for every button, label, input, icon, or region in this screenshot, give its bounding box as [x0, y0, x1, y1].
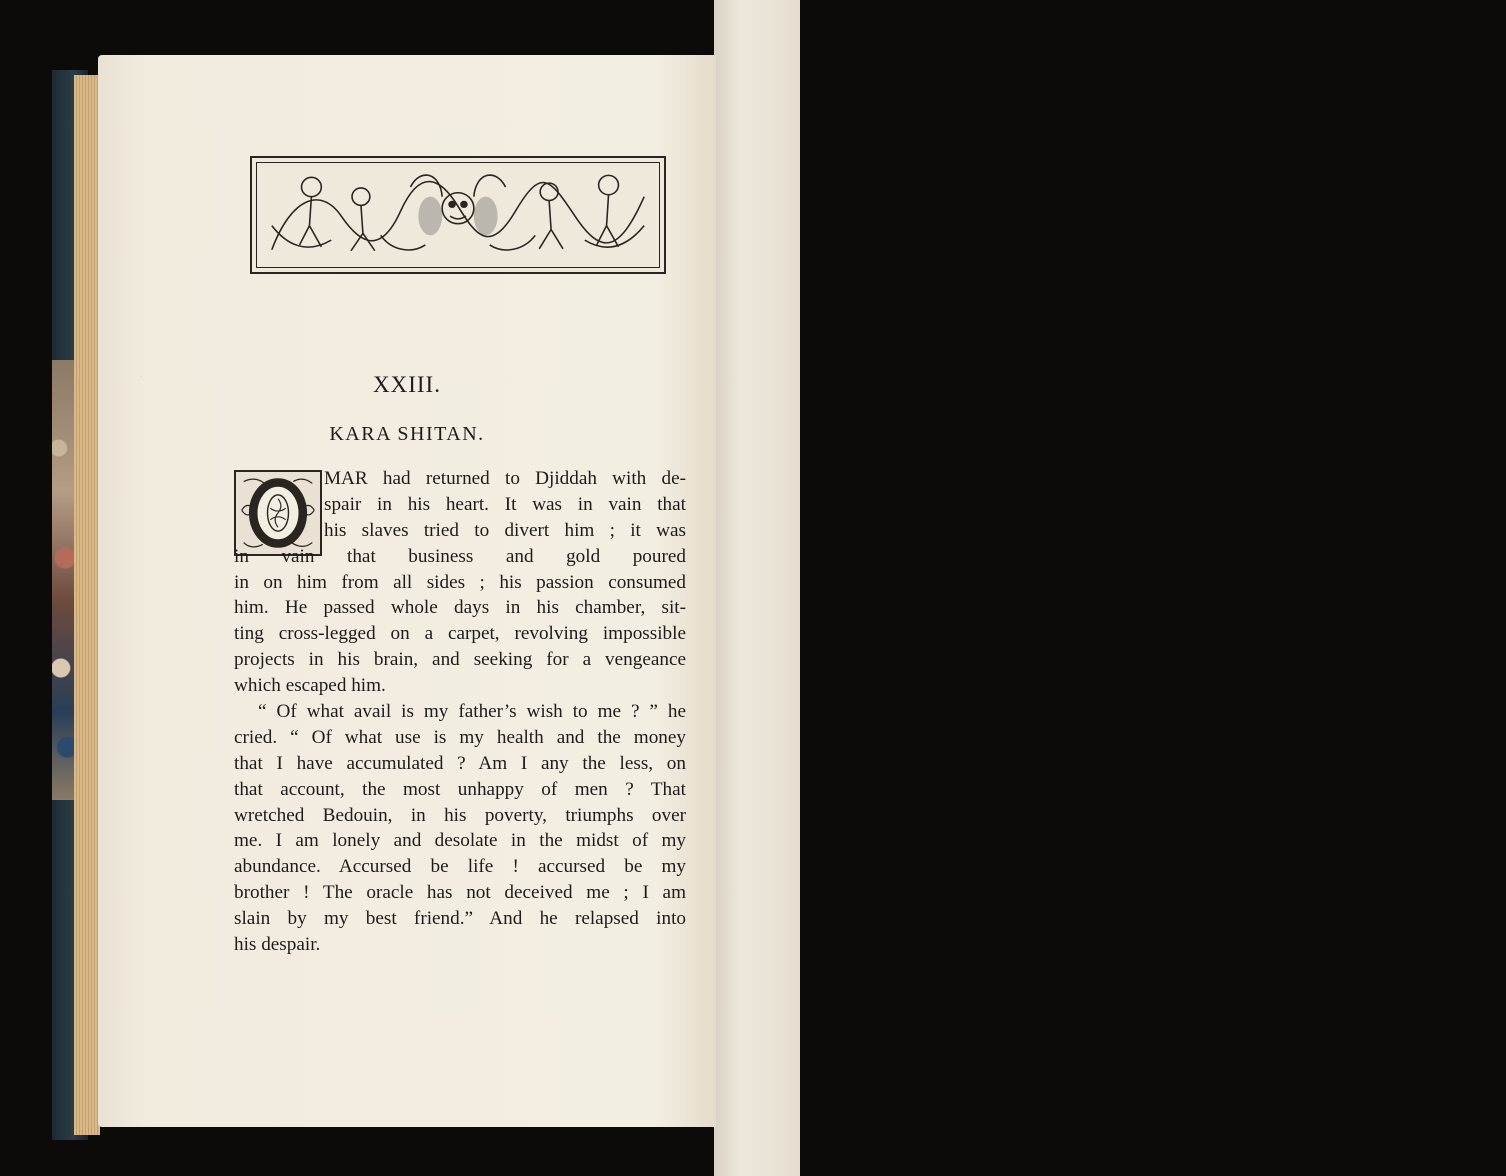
chapter-body-text — [234, 466, 686, 958]
text-line: ting cross-legged on a carpet, revolving impossible — [234, 623, 686, 645]
ornamental-headpiece — [250, 156, 666, 274]
text-line: spair in his heart. It was in vain that — [324, 493, 686, 515]
text-line: that I have accumulated ? Am I any the less, on — [234, 752, 686, 774]
text-line: which escaped him. — [234, 675, 386, 697]
text-line: wretched Bedouin, in his poverty, triumphs over — [234, 804, 686, 826]
text-line: that account, the most unhappy of men ? That — [234, 778, 686, 800]
page-block-edge — [74, 75, 100, 1135]
text-line: in on him from all sides ; his passion consumed — [234, 571, 686, 593]
text-line: his despair. — [234, 934, 321, 956]
facing-page — [714, 0, 800, 1176]
marbled-endpaper — [52, 360, 74, 800]
text-line: brother ! The oracle has not deceived me ; I am — [234, 882, 686, 904]
text-line: abundance. Accursed be life ! accursed be my — [234, 856, 686, 878]
facing-page-text-bleed — [1436, 28, 1506, 1132]
text-line: “ Of what avail is my father’s wish to me ? ” he — [258, 701, 686, 723]
text-line: his slaves tried to divert him ; it was — [324, 519, 686, 541]
text-line: MAR had returned to Djiddah with de- — [324, 468, 686, 489]
text-line: slain by my best friend.” And he relapsed into — [234, 908, 686, 930]
text-line: in vain that business and gold poured — [234, 545, 686, 567]
text-line: me. I am lonely and desolate in the midst of my — [234, 830, 686, 852]
chapter-title: KARA SHITAN. — [329, 423, 485, 445]
text-line: projects in his brain, and seeking for a vengeance — [234, 649, 686, 671]
text-line: him. He passed whole days in his chamber, sit- — [234, 597, 686, 619]
text-line: cried. “ Of what use is my health and the money — [234, 726, 686, 748]
chapter-number: XXIII. — [373, 372, 441, 397]
drop-cap-letter: O — [140, 376, 142, 378]
